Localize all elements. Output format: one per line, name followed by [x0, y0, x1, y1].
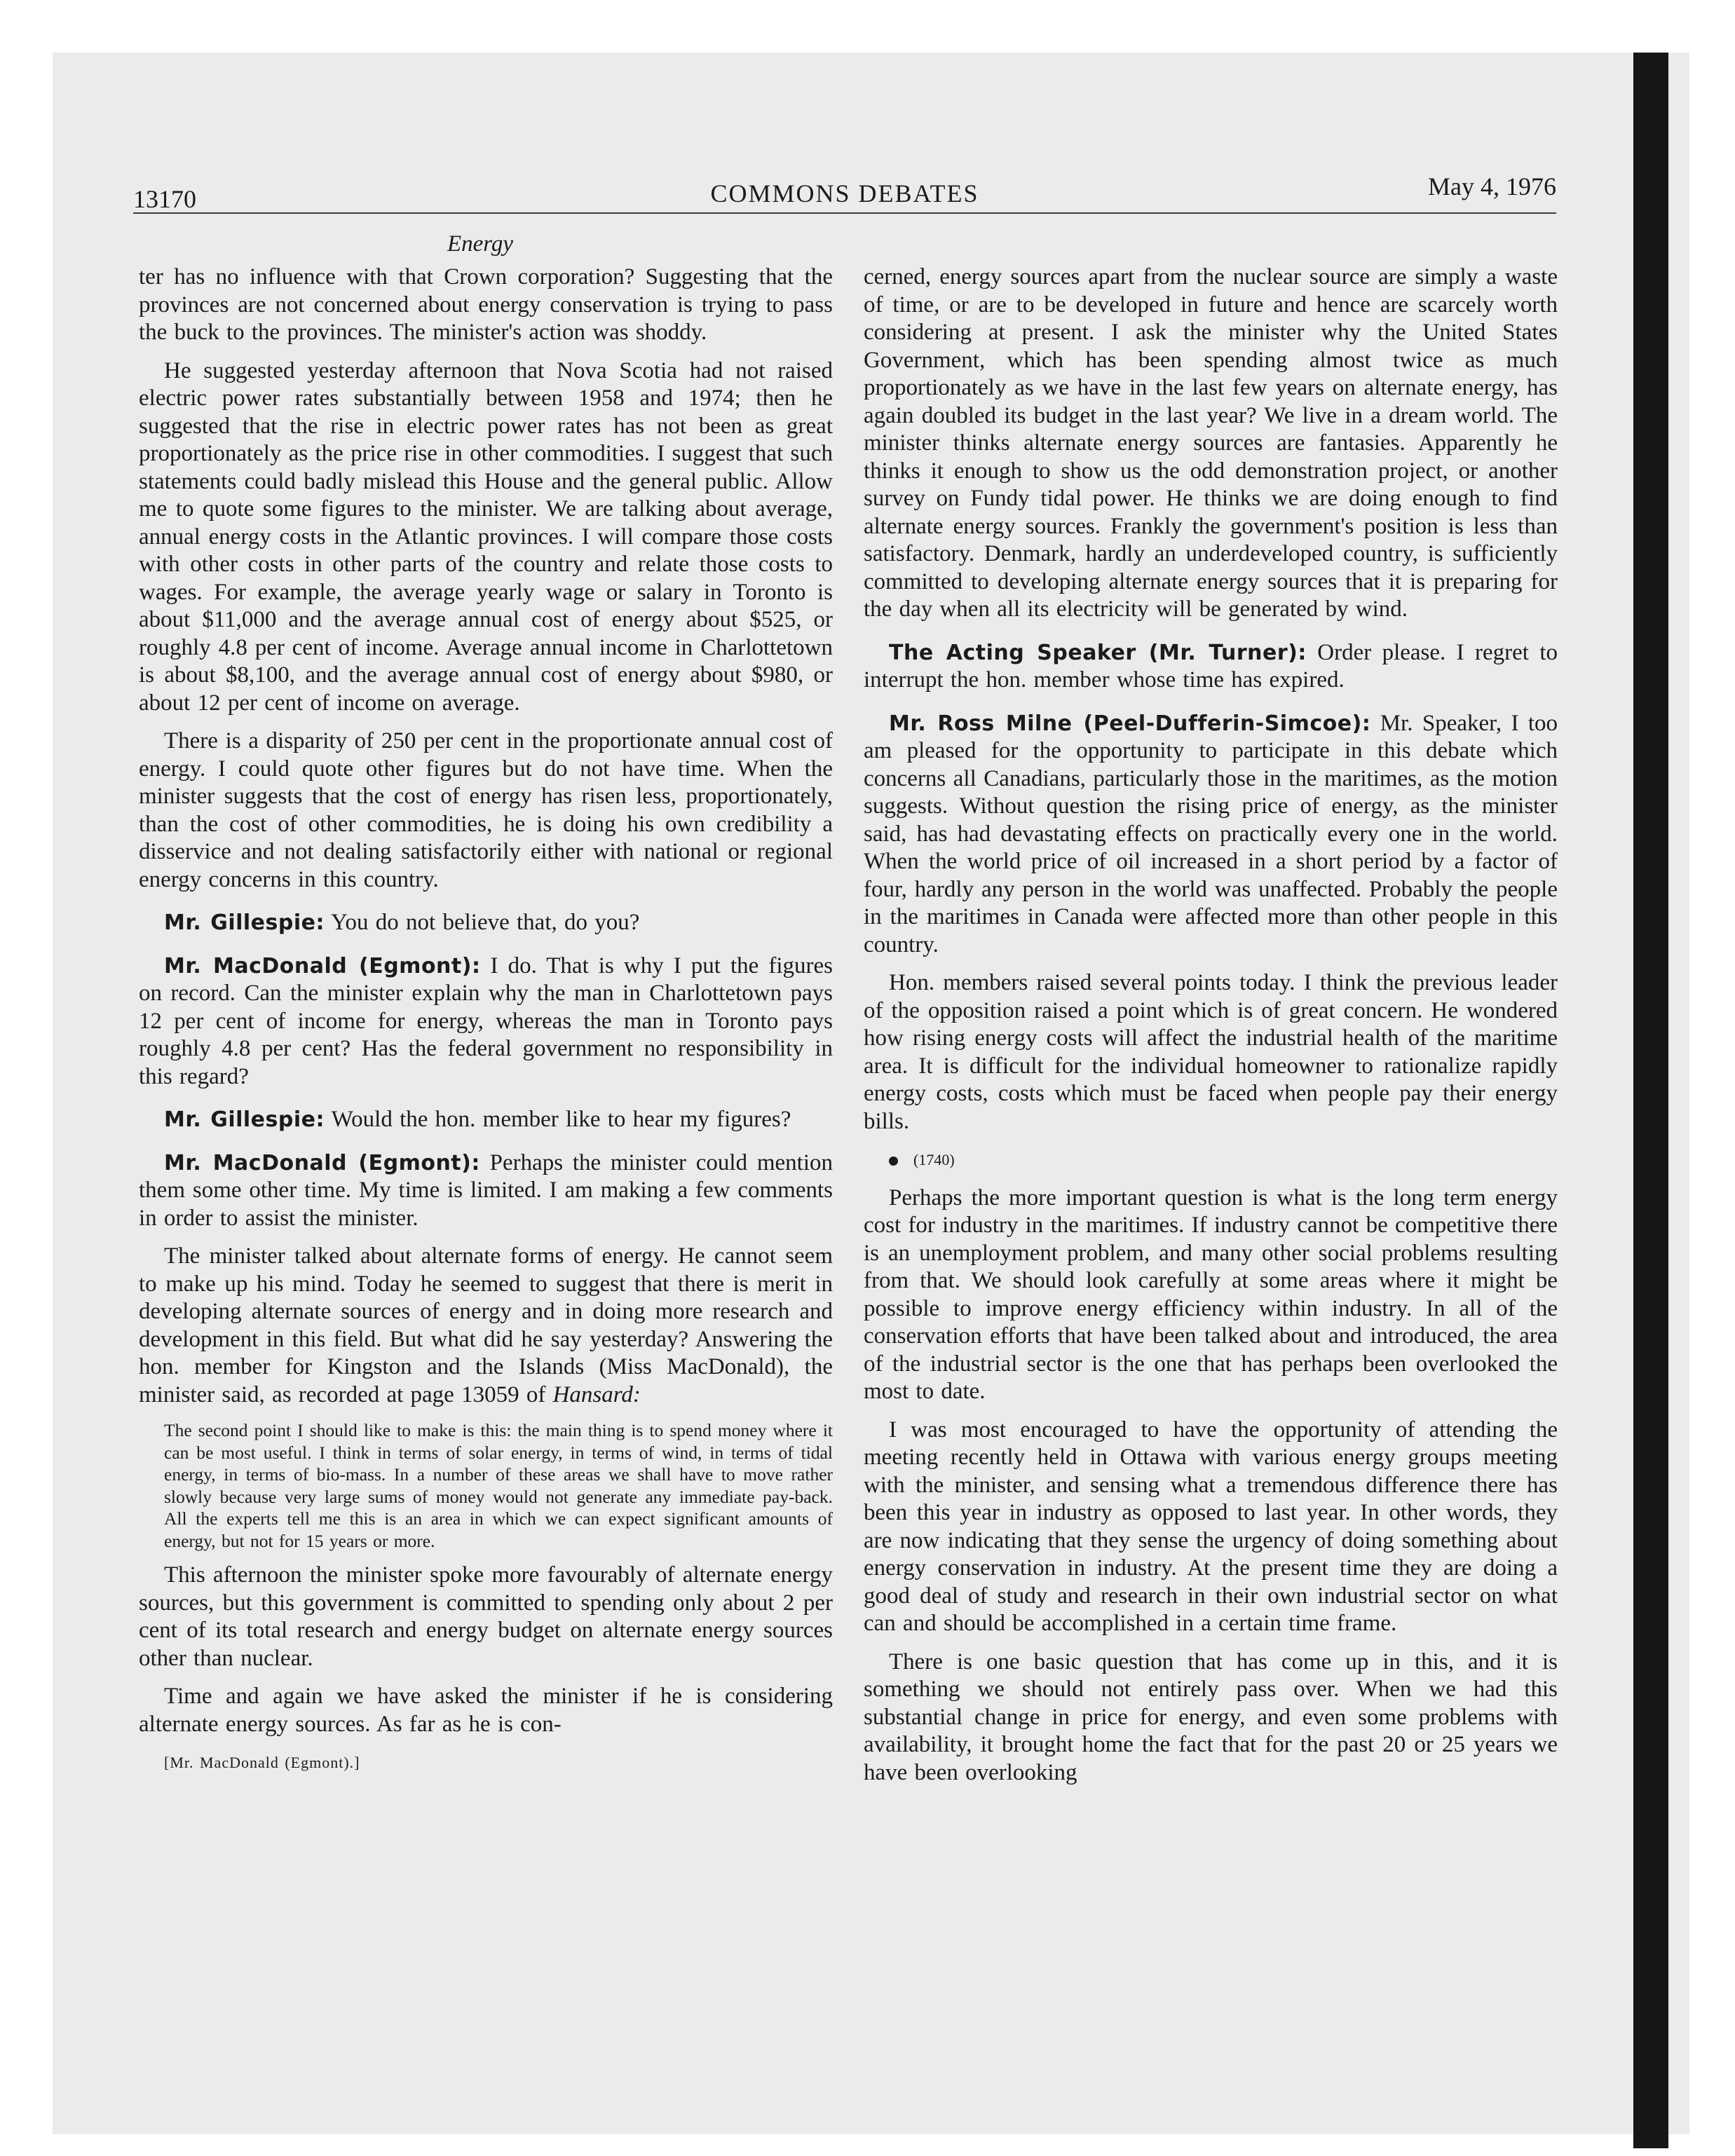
page-header: [133, 172, 1556, 214]
page-number: 13170: [133, 185, 196, 213]
paragraph: Hon. members raised several points today. I think the previous leader of the opposition raised a point which is of great concern. He wondered how rising energy costs will affect the industrial health of the maritime area. It is difficult for the individual homeowner to rationalize rapidly energy costs, costs which must be faced when people pay their energy bills.: [864, 970, 1558, 1134]
left-column: [139, 264, 833, 1946]
speaker-name: The Acting Speaker (Mr. Turner):: [889, 640, 1307, 665]
paragraph: I was most encouraged to have the opportunity of attending the meeting recently held in Ottawa with various energy groups meeting with the minister, and sensing what a tremendous difference there has been this year in industry as opposed to last year. In other words, they are now indicating that they sense the urgency of doing something about energy conservation in industry. At the present time they are doing a good deal of study and research in their own industrial sector on what can and should be accomplished in a certain time frame.: [864, 1417, 1558, 1636]
paragraph: ter has no influence with that Crown corporation? Suggesting that the provinces are not concerned about energy conservation is trying to pass the buck to the provinces. The minister's action was shoddy.: [139, 264, 833, 345]
speech: [139, 1106, 833, 1134]
speech-text: Perhaps the minister could mention them some other time. My time is limited. I am making a few comments in order to assist the minister.: [139, 1149, 833, 1231]
speech-text: Would the hon. member like to hear my figures?: [331, 1107, 791, 1132]
speech-text: I do. That is why I put the figures on record. Can the minister explain why the man in Charlottetown pays 12 per cent of income for energy, whereas the man in Toronto pays roughly 4.8 per cent? Has the federal government no responsibility in this regard?: [139, 953, 833, 1089]
page-date: May 4, 1976: [1428, 172, 1556, 200]
section-title: Energy: [447, 231, 514, 257]
hansard-reference: Hansard:: [552, 1381, 641, 1407]
speech: [864, 710, 1558, 960]
time-marker: [864, 1146, 1558, 1174]
paragraph: Perhaps the more important question is what is the long term energy cost for industry in the maritimes. If industry cannot be competitive there is an unemployment problem, and many other social problems resulting from that. We should look carefully at some areas where it might be possible to improve energy efficiency within industry. In all of the conservation efforts that have been talked about and introduced, the area of the industrial sector is the one that has perhaps been overlooked the most to date.: [864, 1185, 1558, 1404]
speech-text: You do not believe that, do you?: [331, 910, 640, 935]
scan-edge-shadow: [1633, 53, 1668, 2148]
paragraph: cerned, energy sources apart from the nuclear source are simply a waste of time, or are to be developed in future and hence are scarcely worth considering at present. I ask the minister why the United States Government, which has been spending almost twice as much proportionately as we have in the last few years on alternate energy, has again doubled its budget in the last year? We live in a dream world. The minister thinks alternate energy sources are fantasies. Apparently he thinks it enough to show us the odd demonstration project, or another survey on Fundy tidal power. He thinks we are doing enough to find alternate energy sources. Frankly the government's position is less than satisfactory. Denmark, hardly an underdeveloped country, is sufficiently committed to developing alternate energy sources that it is preparing for the day when all its electricity will be generated by wind.: [864, 264, 1558, 622]
speech: [864, 639, 1558, 695]
block-quote: The second point I should like to make is this: the main thing is to spend money where it can be most useful. I think in terms of solar energy, in terms of wind, in terms of tidal energy, in terms of bio-mass. In a number of these areas we shall have to move rather slowly because very large sums of money would not generate any immediate pay-back. All the experts tell me this is an area in which we can expect significant amounts of energy, but not for 15 years or more.: [164, 1420, 833, 1551]
paragraph: Time and again we have asked the minister if he is considering alternate energy sources. As far as he is con-: [139, 1684, 833, 1737]
paragraph-text: The minister talked about alternate forms of energy. He cannot seem to make up his mind. Today he seemed to suggest that there is merit in developing alternate sources of energy and in doing more research and development in this field. But what did he say yesterday? Answering the hon. member for Kingston and the Islands (Miss MacDonald), the minister said, as recorded at page 13059 of: [139, 1243, 833, 1407]
speaker-name: Mr. Ross Milne (Peel-Dufferin-Simcoe):: [889, 711, 1371, 736]
speaker-name: Mr. Gillespie:: [164, 1107, 325, 1132]
speaker-name: Mr. MacDonald (Egmont):: [164, 953, 481, 978]
speech-text: Mr. Speaker, I too am pleased for the opportunity to participate in this debate which concerns all Canadians, particularly those in the maritimes, as the motion suggests. Without question the rising price of energy, as the minister said, has had devastating effects on practically every one in the world. When the world price of oil increased in a short period by a factor of four, hardly any person in the world was unaffected. Probably the people in the maritimes in Canada were affected more than other people in this country.: [864, 710, 1558, 957]
speaker-name: Mr. Gillespie:: [164, 910, 325, 935]
speech-text: Order please. I regret to interrupt the hon. member whose time has expired.: [864, 639, 1558, 692]
paragraph: [139, 1243, 833, 1409]
paragraph: There is a disparity of 250 per cent in the proportionate annual cost of energy. I could quote other figures but do not have time. When the minister suggests that the cost of energy has risen less, proportionately, than the cost of other commodities, he is doing his own credibility a disservice and not dealing satisfactorily either with national or regional energy concerns in this country.: [139, 728, 833, 892]
bullet-icon: [889, 1157, 898, 1166]
paragraph: There is one basic question that has come up in this, and it is something we should not entirely pass over. When we had this substantial change in price for energy, and even some problems with availability, it brought home the fact that for the past 20 or 25 years we have been overlooking: [864, 1649, 1558, 1785]
paragraph: This afternoon the minister spoke more favourably of alternate energy sources, but this government is committed to spending only about 2 per cent of its total research and energy budget on alternate energy sources other than nuclear.: [139, 1562, 833, 1671]
speaker-footer-note: [Mr. MacDonald (Egmont).]: [164, 1754, 360, 1771]
publication-title: COMMONS DEBATES: [710, 179, 979, 207]
paragraph: He suggested yesterday afternoon that Nova Scotia had not raised electric power rates substantially between 1958 and 1974; then he suggested that the rise in electric power rates has not been as great proportionately as the price rise in other commodities. I suggest that such statements could badly mislead this House and the general public. Allow me to quote some figures to the minister. We are talking about average, annual energy costs in the Atlantic provinces. I will compare those costs with other costs in other parts of the country and relate those costs to wages. For example, the average yearly wage or salary in Toronto is about $11,000 and the average annual cost of energy about $525, or roughly 4.8 per cent of income. Average annual income in Charlottetown is about $8,100, and the average annual cost of energy about $980, or about 12 per cent of income on average.: [139, 357, 833, 716]
time-stamp: (1740): [913, 1151, 955, 1168]
right-column: [864, 264, 1558, 1946]
speaker-name: Mr. MacDonald (Egmont):: [164, 1150, 480, 1175]
speech: [139, 953, 833, 1091]
speech: [139, 909, 833, 937]
speech: [139, 1149, 833, 1233]
